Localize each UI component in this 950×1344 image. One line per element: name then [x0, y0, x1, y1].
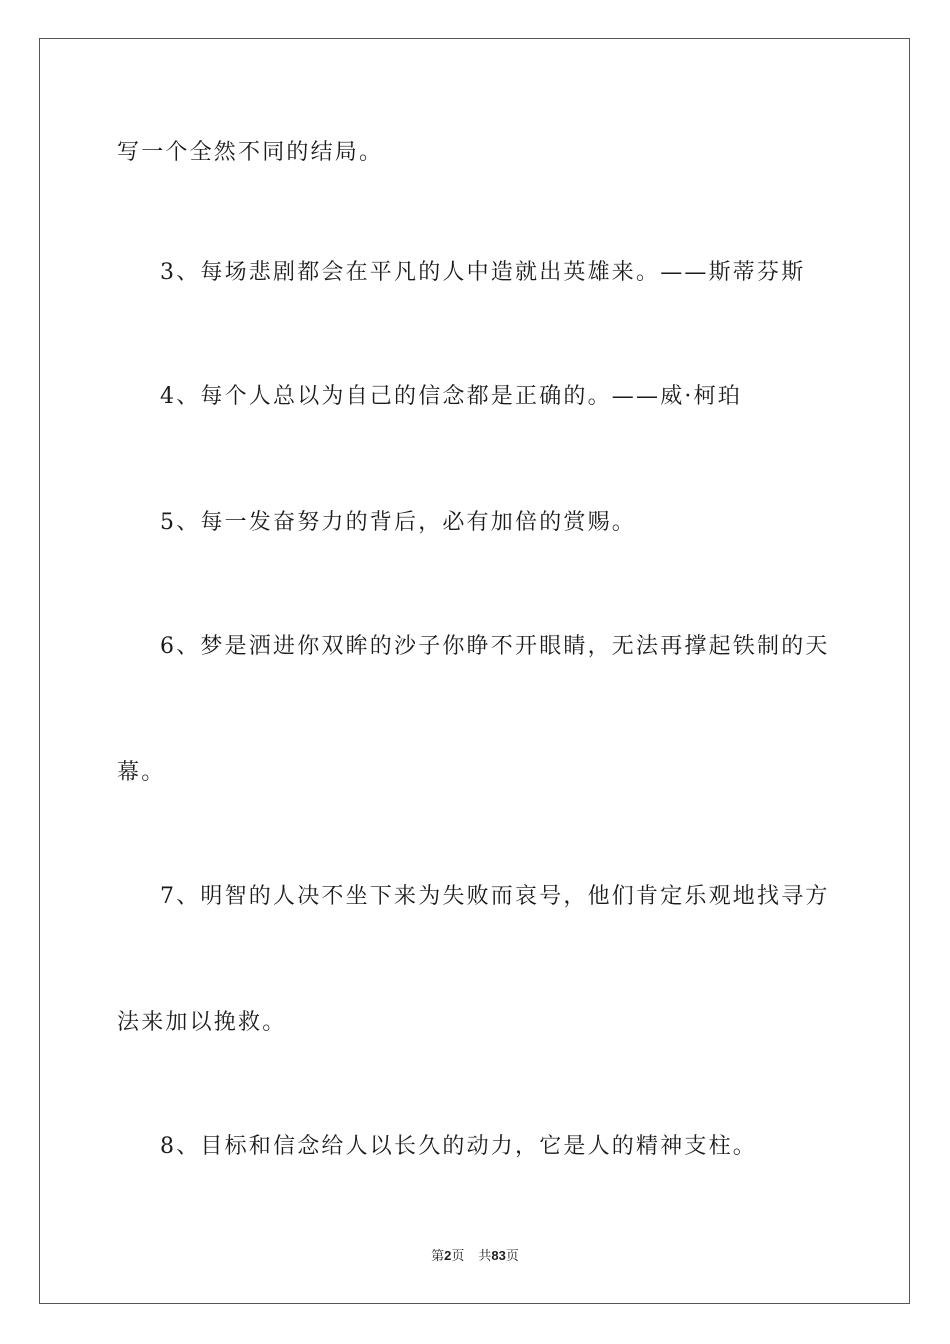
quote-item-3: 3、每场悲剧都会在平凡的人中造就出英雄来。——斯蒂芬斯	[160, 260, 806, 285]
quote-item-7-continuation: 法来加以挽救。	[117, 1010, 287, 1035]
page-prefix: 第	[431, 1249, 445, 1264]
quote-item-6-continuation: 幕。	[117, 760, 166, 785]
quote-item-4: 4、每个人总以为自己的信念都是正确的。——威·柯珀	[160, 384, 742, 409]
quote-item-7: 7、明智的人决不坐下来为失败而哀号，他们肯定乐观地找寻方	[160, 884, 830, 909]
total-prefix: 共	[478, 1249, 492, 1264]
page-footer	[0, 1247, 950, 1266]
quote-item-8: 8、目标和信念给人以长久的动力，它是人的精神支柱。	[160, 1134, 757, 1159]
total-pages: 83	[491, 1248, 506, 1263]
page-border	[39, 38, 910, 1304]
page-number: 2	[444, 1248, 452, 1263]
text-line-continuation: 写一个全然不同的结局。	[117, 140, 384, 165]
page-suffix: 页	[451, 1249, 465, 1264]
total-suffix: 页	[505, 1249, 519, 1264]
quote-item-5: 5、每一发奋努力的背后，必有加倍的赏赐。	[160, 510, 636, 535]
quote-item-6: 6、梦是洒进你双眸的沙子你睁不开眼睛，无法再撑起铁制的天	[160, 634, 830, 659]
